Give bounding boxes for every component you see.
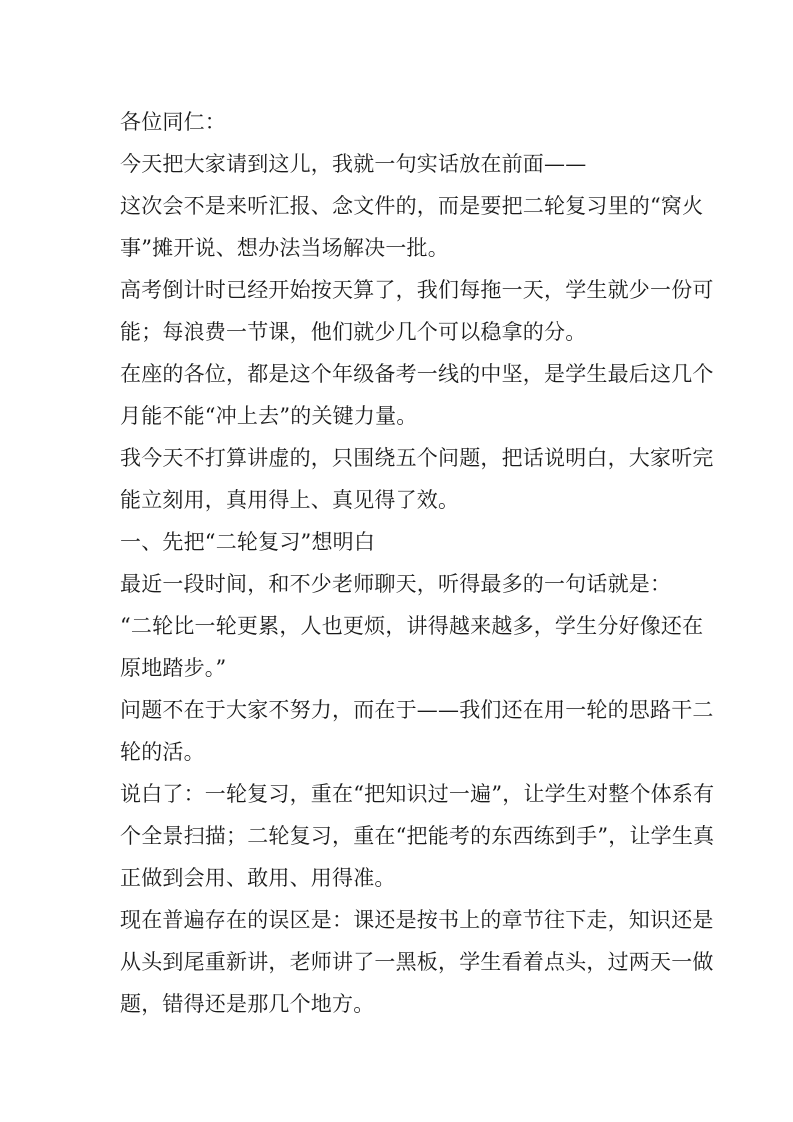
text-line: 能；每浪费一节课，他们就少几个可以稳拿的分。 [120, 320, 587, 344]
text-line: 轮的活。 [120, 740, 205, 764]
paragraph [120, 899, 714, 1025]
text-line: 我今天不打算讲虚的，只围绕五个问题，把话说明白，大家听完 [120, 446, 714, 470]
text-line: 从头到尾重新讲，老师讲了一黑板，学生看着点头，过两天一做 [120, 950, 714, 974]
section-heading [120, 521, 680, 563]
paragraph [120, 605, 704, 689]
text-line: 问题不在于大家不努力，而在于——我们还在用一轮的思路干二 [120, 698, 714, 722]
paragraph [120, 143, 680, 185]
paragraph [120, 185, 704, 269]
text-line: 高考倒计时已经开始按天算了，我们每拖一天，学生就少一份可 [120, 278, 714, 302]
text-line: 能立刻用，真用得上、真见得了效。 [120, 488, 460, 512]
document-body [120, 101, 715, 1025]
paragraph [120, 689, 714, 773]
paragraph [120, 773, 715, 899]
text-line: 原地踏步。” [120, 656, 227, 680]
text-line: 一、先把“二轮复习”想明白 [120, 530, 376, 554]
text-line: 在座的各位，都是这个年级备考一线的中坚，是学生最后这几个 [120, 362, 714, 386]
paragraph [120, 101, 680, 143]
text-line: 说白了：一轮复习，重在“把知识过一遍”，让学生对整个体系有 [120, 782, 715, 806]
paragraph [120, 269, 714, 353]
text-line: 正做到会用、敢用、用得准。 [120, 866, 396, 890]
text-line: 各位同仁： [120, 110, 226, 134]
text-line: 个全景扫描；二轮复习，重在“把能考的东西练到手”，让学生真 [120, 824, 715, 848]
paragraph [120, 353, 714, 437]
paragraph [120, 437, 714, 521]
text-line: 这次会不是来听汇报、念文件的，而是要把二轮复习里的“窝火 [120, 194, 704, 218]
text-line: 最近一段时间，和不少老师聊天，听得最多的一句话就是： [120, 572, 672, 596]
text-line: 题，错得还是那几个地方。 [120, 992, 375, 1016]
paragraph [120, 563, 680, 605]
text-line: 月能不能“冲上去”的关键力量。 [120, 404, 418, 428]
text-line: 今天把大家请到这儿，我就一句实话放在前面—— [120, 152, 587, 176]
text-line: 事”摊开说、想办法当场解决一批。 [120, 236, 449, 260]
text-line: 现在普遍存在的误区是：课还是按书上的章节往下走，知识还是 [120, 908, 714, 932]
text-line: “二轮比一轮更累，人也更烦，讲得越来越多，学生分好像还在 [120, 614, 704, 638]
